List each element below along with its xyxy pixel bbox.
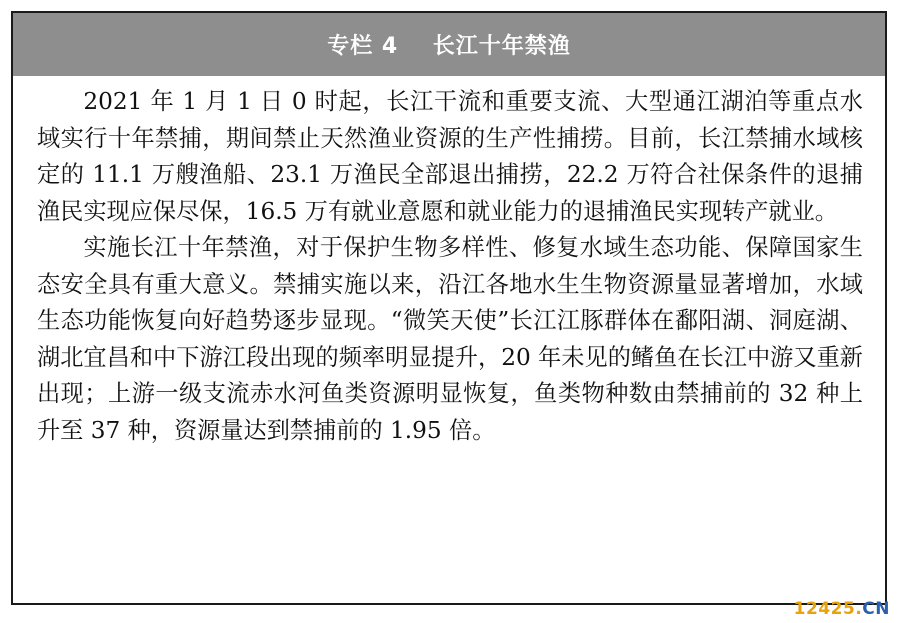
site-watermark	[794, 599, 890, 619]
watermark-dot: .	[855, 599, 863, 619]
paragraph-1: 2021 年 1 月 1 日 0 时起，长江干流和重要支流、大型通江湖泊等重点水域实行十年禁捕，期间禁止天然渔业资源的生产性捕捞。目前，长江禁捕水域核定的 11.1 万艘渔船、23.1 万渔民全部退出捕捞，22.2 万符合社保条件的退捕渔民实现应保尽保，16.5 万有就业意愿和就业能力的退捕渔民实现转产就业。	[37, 88, 863, 225]
column-box	[11, 11, 887, 605]
watermark-suffix: CN	[862, 599, 890, 619]
column-header	[13, 13, 885, 76]
column-title: 专栏 4 长江十年禁渔	[327, 34, 571, 59]
watermark-number: 12425	[793, 599, 856, 619]
paragraph-2: 实施长江十年禁渔，对于保护生物多样性、修复水域生态功能、保障国家生态安全具有重大意义。禁捕实施以来，沿江各地水生生物资源量显著增加，水域生态功能恢复向好趋势逐步显现。“微笑天使”长江江豚群体在鄱阳湖、洞庭湖、湖北宜昌和中下游江段出现的频率明显提升，20 年未见的鳍鱼在长江中游又重新出现；上游一级支流赤水河鱼类资源明显恢复，鱼类物种数由禁捕前的 32 种上升至 37 种，资源量达到禁捕前的 1.95 倍。	[37, 234, 863, 444]
column-body	[37, 84, 863, 449]
